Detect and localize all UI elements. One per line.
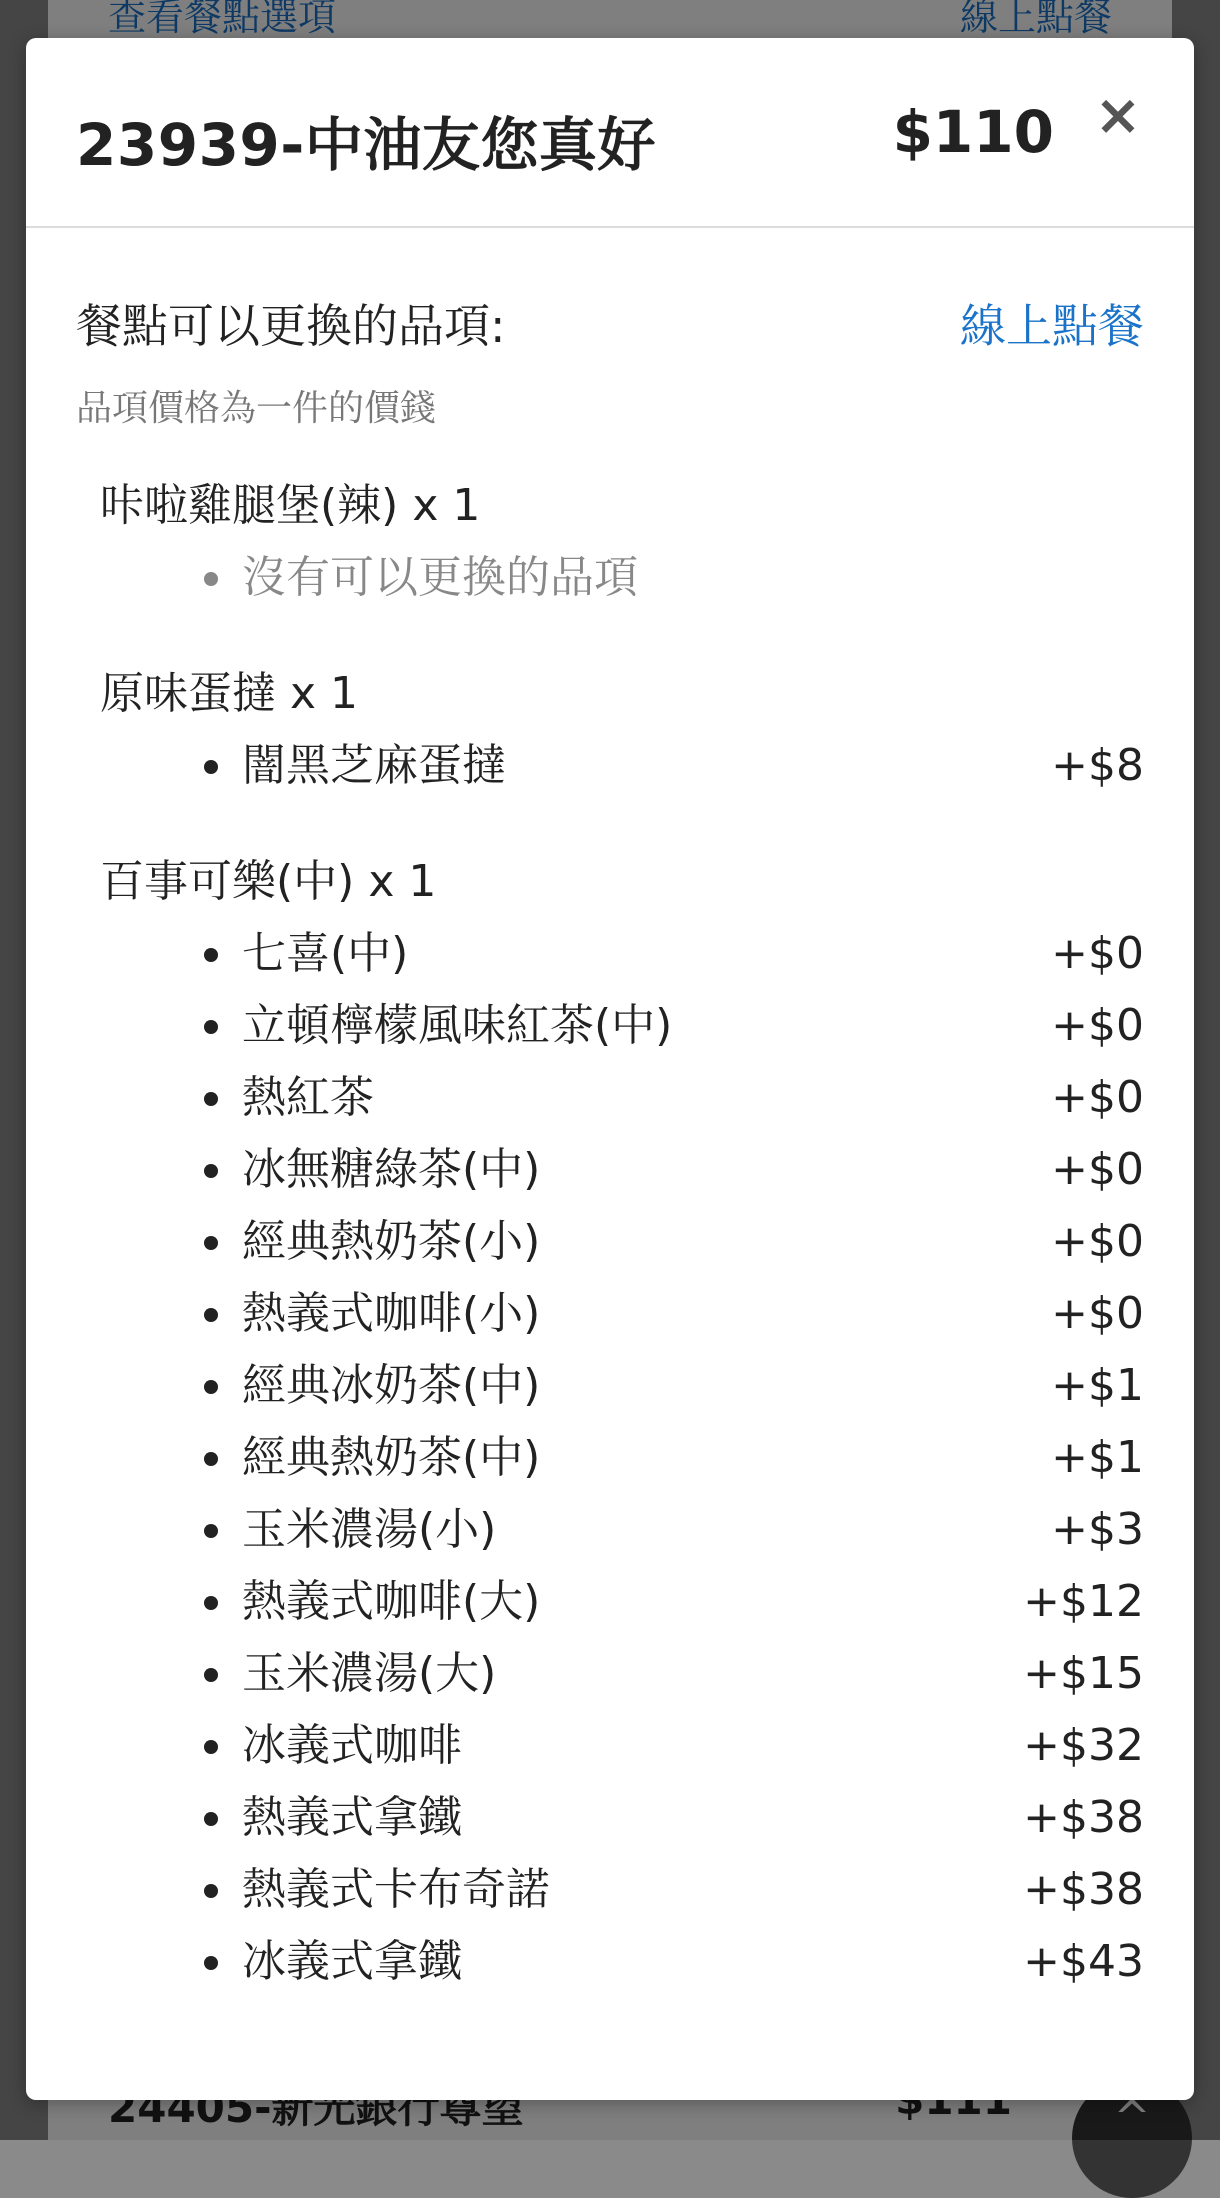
option-item xyxy=(100,918,1144,990)
option-price: +$32 xyxy=(1023,1720,1144,1771)
option-list xyxy=(100,730,1144,802)
close-icon: × xyxy=(1094,83,1142,148)
option-item xyxy=(100,1278,1144,1350)
option-price: +$1 xyxy=(1051,1360,1144,1411)
option-name: 立頓檸檬風味紅茶(中) xyxy=(242,1000,673,1051)
option-name: 熱義式卡布奇諾 xyxy=(242,1864,550,1915)
no-options-item xyxy=(100,542,1144,614)
option-name: 玉米濃湯(大) xyxy=(242,1648,497,1699)
option-item xyxy=(100,1494,1144,1566)
option-name: 熱義式咖啡(大) xyxy=(242,1576,541,1627)
option-list xyxy=(100,918,1144,1998)
option-price: +$38 xyxy=(1023,1864,1144,1915)
option-price: +$0 xyxy=(1051,1288,1144,1339)
modal-title: 23939-中油友您真好 xyxy=(76,111,656,179)
body-heading: 餐點可以更換的品項: xyxy=(76,299,506,353)
online-order-link[interactable]: 線上點餐 xyxy=(960,299,1144,353)
option-price: +$12 xyxy=(1023,1576,1144,1627)
option-price: +$0 xyxy=(1051,1216,1144,1267)
option-item xyxy=(100,730,1144,802)
option-item xyxy=(100,1710,1144,1782)
body-subheading: 品項價格為一件的價錢 xyxy=(76,388,437,429)
option-name: 闇黑芝麻蛋撻 xyxy=(242,740,506,791)
option-groups xyxy=(100,470,1144,2042)
modal-header xyxy=(26,38,1194,228)
option-price: +$38 xyxy=(1023,1792,1144,1843)
option-item xyxy=(100,1422,1144,1494)
modal-price: $110 xyxy=(892,98,1054,166)
option-price: +$43 xyxy=(1023,1936,1144,1987)
option-name: 熱紅茶 xyxy=(242,1072,374,1123)
option-list xyxy=(100,542,1144,614)
option-item xyxy=(100,1206,1144,1278)
option-item xyxy=(100,1566,1144,1638)
option-name: 玉米濃湯(小) xyxy=(242,1504,497,1555)
option-item xyxy=(100,1854,1144,1926)
option-name: 經典冰奶茶(中) xyxy=(242,1360,541,1411)
option-price: +$0 xyxy=(1051,1144,1144,1195)
group-title: 咔啦雞腿堡(辣) x 1 xyxy=(100,480,481,531)
option-price: +$0 xyxy=(1051,1000,1144,1051)
option-group xyxy=(100,470,1144,614)
option-name: 熱義式咖啡(小) xyxy=(242,1288,541,1339)
option-item xyxy=(100,1782,1144,1854)
option-group xyxy=(100,846,1144,1998)
close-button[interactable] xyxy=(1090,83,1146,148)
body-heading-row xyxy=(76,290,1144,356)
option-name: 熱義式拿鐵 xyxy=(242,1792,462,1843)
option-item xyxy=(100,1926,1144,1998)
option-name: 經典熱奶茶(中) xyxy=(242,1432,541,1483)
group-title: 百事可樂(中) x 1 xyxy=(100,856,437,907)
option-name: 經典熱奶茶(小) xyxy=(242,1216,541,1267)
group-title: 原味蛋撻 x 1 xyxy=(100,668,359,719)
option-item xyxy=(100,1062,1144,1134)
option-price: +$8 xyxy=(1051,740,1144,791)
option-price: +$1 xyxy=(1051,1432,1144,1483)
option-price: +$0 xyxy=(1051,928,1144,979)
option-price: +$15 xyxy=(1023,1648,1144,1699)
option-name: 冰義式咖啡 xyxy=(242,1720,462,1771)
option-item xyxy=(100,1134,1144,1206)
option-price: +$3 xyxy=(1051,1504,1144,1555)
option-group xyxy=(100,658,1144,802)
no-options-text: 沒有可以更換的品項 xyxy=(242,552,638,603)
option-name: 七喜(中) xyxy=(242,928,409,979)
option-name: 冰無糖綠茶(中) xyxy=(242,1144,541,1195)
option-item xyxy=(100,990,1144,1062)
meal-options-modal xyxy=(26,38,1194,2100)
option-price: +$0 xyxy=(1051,1072,1144,1123)
option-name: 冰義式拿鐵 xyxy=(242,1936,462,1987)
option-item xyxy=(100,1638,1144,1710)
option-item xyxy=(100,1350,1144,1422)
